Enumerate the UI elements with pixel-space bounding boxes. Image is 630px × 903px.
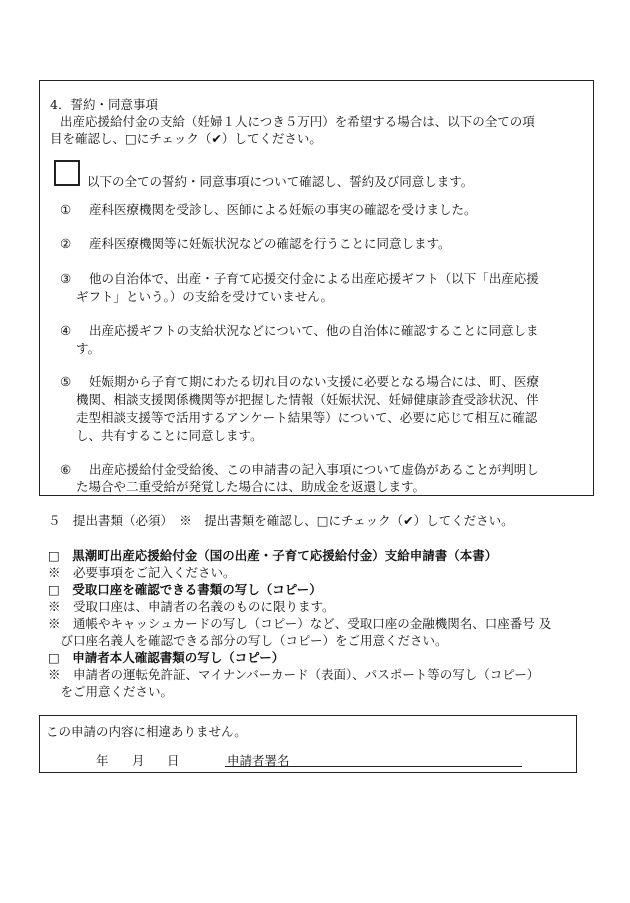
signature-label: 申請者署名 [227,753,290,768]
doc-application-form[interactable]: □ 黒潮町出産応援給付金（国の出産・子育て応援給付金）支給申請書（本書） [48,548,498,563]
section4-intro-line1: 出産応援給付金の支給（妊婦１人につき５万円）を希望する場合は、以下の全ての項 [60,114,535,129]
note-passbook-line1: ※ 通帳やキャッシュカードの写し（コピー）など、受取口座の金融機関名、口座番号 及 [48,616,552,631]
item-5-number: ⑤ [60,374,72,389]
note-identity-line2: をご用意ください。 [48,684,174,699]
item-3-number: ③ [60,271,72,286]
item-5-line-4: し、共有することに同意します。 [76,428,263,443]
item-4-line-1: 出産応援ギフトの支給状況などについて、他の自治体に確認することに同意しま [89,323,539,338]
item-3-line-2: ギフト」という。）の支給を受けていません。 [76,289,334,304]
item-4-number: ④ [60,323,72,338]
note-fill-required: ※ 必要事項をご記入ください。 [48,565,236,580]
note-account-holder: ※ 受取口座は、申請者の名義のものに限ります。 [48,599,335,614]
item-1-line-1: 産科医療機関を受診し、医師による妊娠の事実の確認を受けました。 [89,202,477,217]
item-6-number: ⑥ [60,462,72,477]
note-passbook-line2: び口座名義人を確認できる部分の写し（コピー）をご用意ください。 [48,633,448,648]
consent-checkbox-label: 以下の全ての誓約・同意事項について確認し、誓約及び同意します。 [87,174,474,189]
item-5-line-1: 妊娠期から子育て期にわたる切れ目のない支援に必要となる場合には、町、医療 [89,374,540,389]
date-day-label: 日 [167,753,180,768]
item-5-line-2: 機関、相談支援関係機関等が把握した情報（妊娠状況、妊婦健康診査受診状況、伴 [76,392,539,407]
item-1-number: ① [60,202,72,217]
signature-line[interactable] [225,766,522,767]
declaration-statement: この申請の内容に相違ありません。 [46,724,247,739]
consent-checkbox[interactable] [54,160,80,186]
date-month-label: 月 [132,753,145,768]
doc-bank-account-copy[interactable]: □ 受取口座を確認できる書類の写し（コピー） [48,582,322,597]
section5-heading: ５ 提出書類（必須） ※ 提出書類を確認し、□にチェック（✔）してください。 [48,513,514,528]
item-2-number: ② [60,236,72,251]
item-3-line-1: 他の自治体で、出産・子育て応援交付金による出産応援ギフト（以下「出産応援 [89,271,539,286]
item-4-line-2: す。 [76,341,101,356]
section4-heading: 4．誓約・同意事項 [50,97,158,112]
section4-intro-line2: 目を確認し、□にチェック（✔）してください。 [50,131,322,146]
item-6-line-1: 出産応援給付金受給後、この申請書の記入事項について虚偽があることが判明し [89,462,539,477]
item-2-line-1: 産科医療機関等に妊娠状況などの確認を行うことに同意します。 [89,236,451,251]
date-year-label: 年 [96,753,109,768]
item-5-line-3: 走型相談支援等で活用するアンケート結果等）について、必要に応じて相互に確認 [76,410,538,425]
note-identity-line1: ※ 申請者の運転免許証、マイナンバーカード（表面）、パスポート等の写し（コピー） [48,667,540,682]
item-6-line-2: た場合や二重受給が発覚した場合には、助成金を返還します。 [76,479,426,494]
doc-identity-copy[interactable]: □ 申請者本人確認書類の写し（コピー） [48,650,285,665]
